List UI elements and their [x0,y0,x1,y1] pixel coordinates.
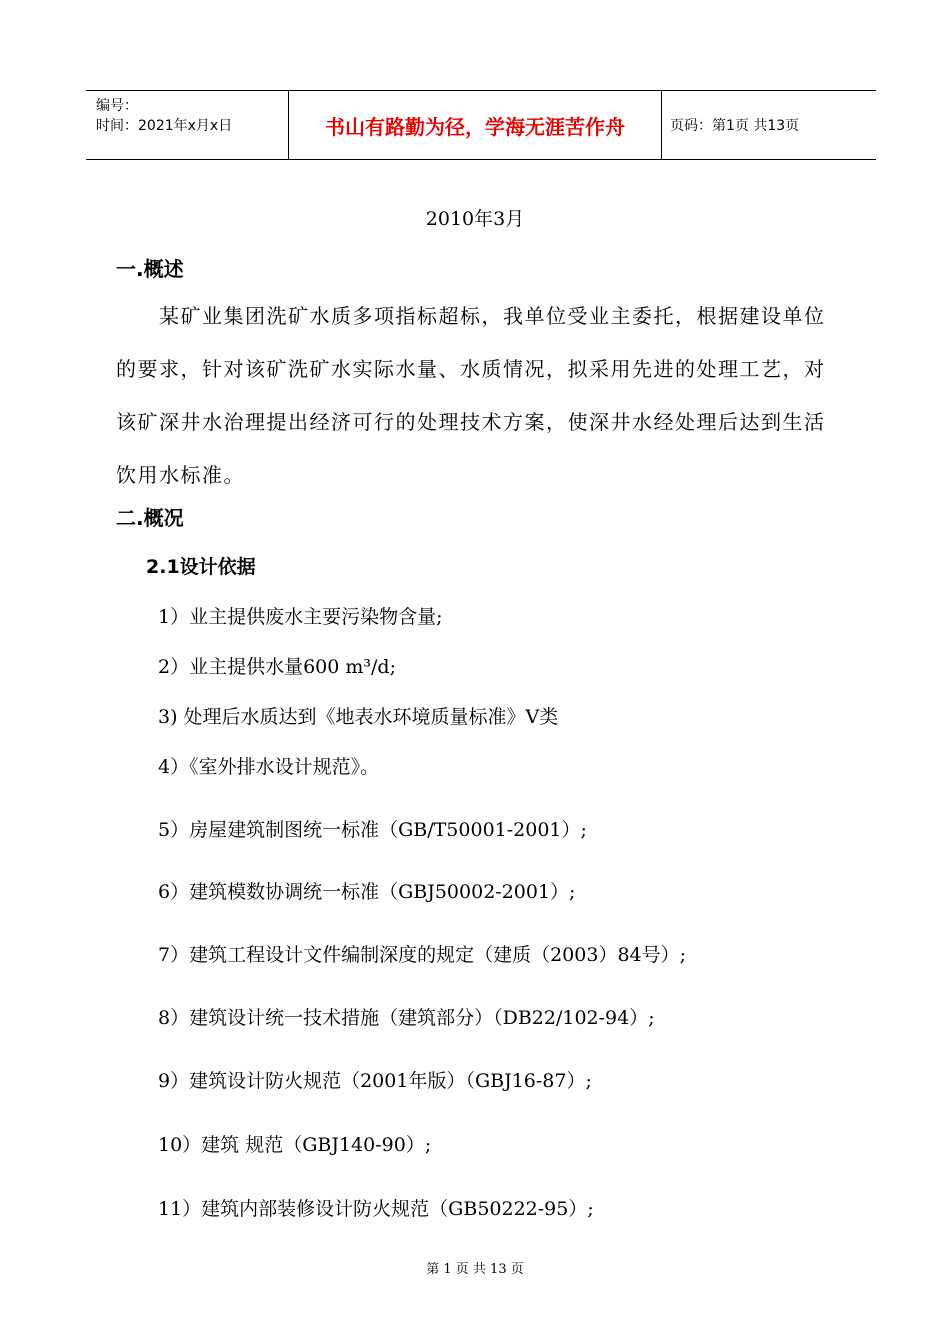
paragraph-line: 该矿深井水治理提出经济可行的处理技术方案，使深井水经处理后达到生活 [116,410,826,434]
list-item: 2）业主提供水量600 m³/d; [158,656,396,678]
paragraph-line: 饮用水标准。 [116,463,245,487]
motto: 书山有路勤为径，学海无涯苦作舟 [288,91,662,159]
list-item: 3) 处理后水质达到《地表水环境质量标准》V类 [158,706,559,728]
page-footer: 第 1 页 共 13 页 [426,1262,524,1277]
list-item: 1）业主提供废水主要污染物含量; [158,606,443,628]
page-header [86,90,876,160]
list-item: 11）建筑内部装修设计防火规范（GB50222-95）; [158,1198,594,1220]
section-2-1-title: 2.1设计依据 [146,556,256,578]
page-label: 页码：第1页 共13页 [670,118,800,134]
header-left-cell [86,91,287,159]
section-2-title: 二.概况 [116,506,184,530]
paragraph-line: 的要求，针对该矿洗矿水实际水量、水质情况，拟采用先进的处理工艺，对 [116,357,826,381]
list-item: 4）《室外排水设计规范》。 [158,756,380,778]
list-item: 6）建筑模数协调统一标准（GBJ50002-2001）; [158,881,576,903]
number-label: 编号： [96,98,138,114]
list-item: 9）建筑设计防火规范（2001年版）（GBJ16-87）; [158,1070,592,1092]
section-1-paragraph [116,290,856,502]
list-item: 5）房屋建筑制图统一标准（GB/T50001-2001）; [158,819,587,841]
paragraph-line: 某矿业集团洗矿水质多项指标超标，我单位受业主委托，根据建设单位 [116,304,826,328]
list-item: 7）建筑工程设计文件编制深度的规定（建质（2003）84号）; [158,944,687,966]
list-item: 8）建筑设计统一技术措施（建筑部分）（DB22/102-94）; [158,1007,655,1029]
section-1-title: 一.概述 [116,257,184,281]
document-date: 2010年3月 [425,208,525,230]
time-label: 时间：2021年x月x日 [96,118,233,134]
list-item: 10）建筑 规范（GBJ140-90）; [158,1134,432,1156]
